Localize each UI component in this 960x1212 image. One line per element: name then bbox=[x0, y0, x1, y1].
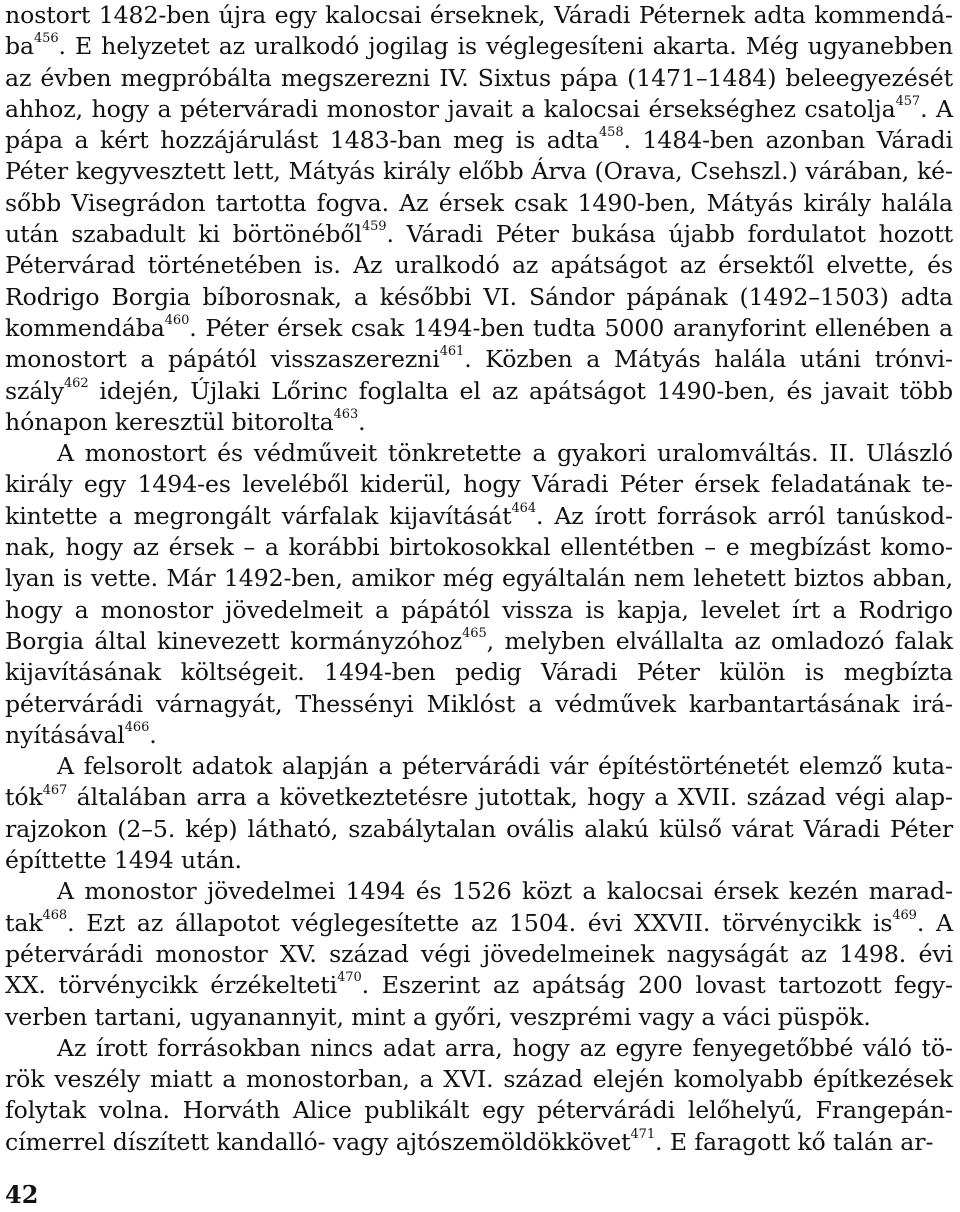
page-body bbox=[5, 0, 953, 1158]
footnote-ref: 471 bbox=[630, 1126, 656, 1142]
text-run: Az írott forrásokban nincs adat arra, hogy az egyre fenyegetőbbé váló török veszély miatt a monostorban, a XVI. század elején komolyabb építkezések folytak volna. Horváth Alice publikált egy pétervárádi lelőhelyű, Frangepáncímerrel díszített kandalló- vagy ajtószemöldökkövet bbox=[5, 1033, 953, 1156]
text-run: . A pápa a kért hozzájárulást 1483-ban meg is adta bbox=[5, 94, 953, 155]
footnote-ref: 458 bbox=[599, 125, 624, 141]
text-run: A monostor jövedelmei 1494 és 1526 közt a kalocsai érsek kezén maradtak bbox=[5, 877, 953, 937]
footnote-ref: 467 bbox=[42, 782, 68, 798]
text-run: általában arra a következtetésre jutottak, hogy a XVII. század végi alaprajzokon (2–5. kép) látható, szabálytalan ovális alakú külső várat Váradi Péter építtette 1494 után. bbox=[5, 783, 953, 875]
text-run: . E faragott kő talán ar- bbox=[655, 1127, 934, 1156]
footnote-ref: 463 bbox=[333, 407, 359, 422]
footnote-ref: 465 bbox=[462, 626, 487, 642]
text-run: . Közben a Mátyás halála utáni trónviszály bbox=[5, 345, 953, 405]
text-run: . E helyzetet az uralkodó jogilag is véglegesíteni akarta. Még ugyanebben az évben megpróbálta megszerezni IV. Sixtus pápa (1471–1484) beleegyezését ahhoz, hogy a péterváradi monostor javait a kalocsai érsekséghez csatolja bbox=[5, 32, 953, 123]
text-run: . Ezt az állapotot véglegesítette az 1504. évi XXVII. törvénycikk is bbox=[67, 908, 893, 937]
text-run: . Váradi Péter bukása újabb fordulatot hozott Pétervárad történetében is. Az uralkodó az apátságot az érsektől elvette, és Rodrigo Borgia bíborosnak, a későbbi VI. Sándor pápának (1492–1503) adta kommendába bbox=[5, 220, 954, 342]
footnote-ref: 468 bbox=[42, 907, 68, 923]
paragraph-3 bbox=[5, 751, 953, 876]
paragraph-4 bbox=[5, 876, 953, 1032]
text-run: nostort 1482-ben újra egy kalocsai érseknek, Váradi Péternek adta kommendába bbox=[5, 1, 953, 61]
text-run: . 1484-ben azonban Váradi Péter kegyvesztett lett, Mátyás király előbb Árva (Orava, Csehszl.) várában, később Visegrádon tartotta fogva. Az érsek csak 1490-ben, Mátyás király halála után szabadult ki börtönéből bbox=[5, 126, 953, 249]
footnote-ref: 461 bbox=[439, 344, 465, 360]
footnote-ref: 456 bbox=[33, 31, 59, 47]
page-number: 42 bbox=[5, 1180, 39, 1209]
text-run: A felsorolt adatok alapján a pétervárádi vár építéstörténetét elemző kutatók bbox=[5, 752, 953, 812]
footnote-ref: 470 bbox=[337, 970, 362, 986]
text-run: . Az írott források arról tanúskodnak, hogy az érsek – a korábbi birtokosokkal ellentétben – e megbízást komolyan is vette. Már 1492-ben, amikor még egyáltalán nem lehetett biztos abban, hogy a monostor jövedelmeit a pápától vissza is kapja, levelet írt a Rodrigo Borgia által kinevezett kormányzóhoz bbox=[5, 501, 953, 655]
text-run: A monostort és védműveit tönkretette a gyakori uralomváltás. II. Ulászló király egy 1494-es leveléből kiderül, hogy Váradi Péter érsek feladatának tekintette a megrongált várfalak kijavítását bbox=[5, 439, 953, 530]
text-run: . bbox=[358, 407, 366, 436]
text-run: . bbox=[149, 720, 157, 749]
footnote-ref: 460 bbox=[164, 313, 190, 329]
footnote-ref: 464 bbox=[511, 500, 536, 516]
paragraph-1 bbox=[5, 0, 953, 438]
footnote-ref: 466 bbox=[124, 719, 150, 735]
text-run: . Eszerint az apátság 200 lovast tartozott fegyverben tartani, ugyanannyit, mint a győri, veszprémi vagy a váci püspök. bbox=[5, 971, 953, 1031]
paragraph-5 bbox=[5, 1033, 953, 1158]
paragraph-2 bbox=[5, 438, 953, 751]
text-run: . Péter érsek csak 1494-ben tudta 5000 aranyforint ellenében a monostort a pápától visszaszerezni bbox=[5, 313, 953, 374]
text-run: . A pétervárádi monostor XV. század végi jövedelmeinek nagyságát az 1498. évi XX. törvénycikk érzékelteti bbox=[5, 908, 953, 1000]
text-run: idején, Újlaki Lőrinc foglalta el az apátságot 1490-ben, és javait több hónapon keresztül bitorolta bbox=[5, 376, 953, 436]
footnote-ref: 459 bbox=[361, 219, 387, 235]
footnote-ref: 457 bbox=[895, 94, 921, 110]
text-run: , melyben elvállalta az omladozó falak kijavításának költségeit. 1494-ben pedig Váradi Péter külön is megbízta pétervárádi várnagyát, Thessényi Miklóst a védművek karbantartásának irányításával bbox=[5, 626, 953, 749]
footnote-ref: 469 bbox=[892, 907, 917, 923]
footnote-ref: 462 bbox=[63, 375, 89, 391]
